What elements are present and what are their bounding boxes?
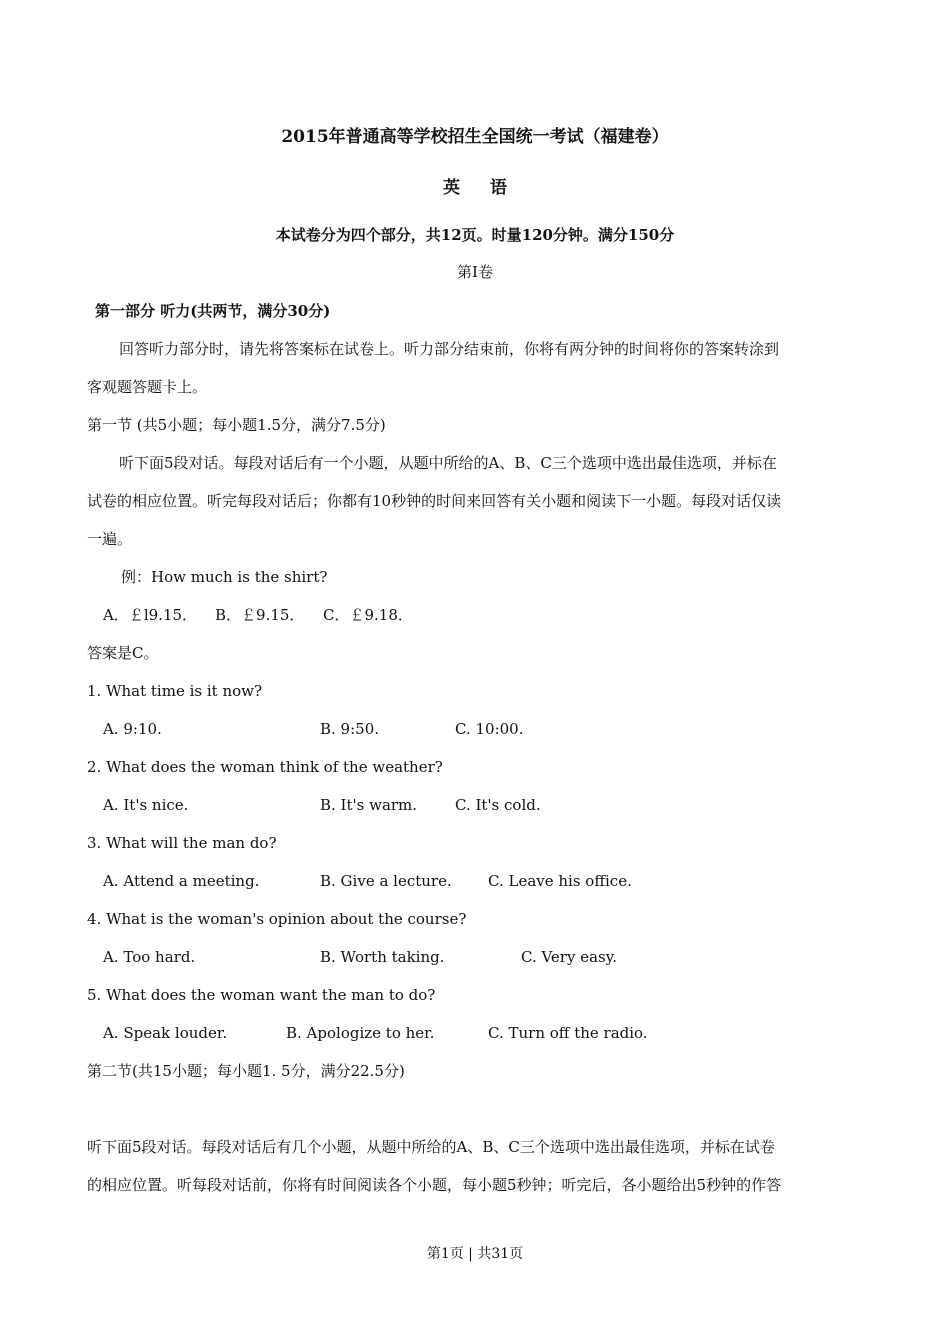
q4-option-c: C. Very easy.	[521, 948, 617, 966]
section1-instr-line3: 一遍。	[87, 530, 133, 548]
example-question: 例：How much is the shirt?	[121, 568, 328, 586]
q4-option-a: A. Too hard.	[103, 948, 196, 966]
q1-option-c: C. 10:00.	[455, 720, 524, 738]
exam-title: 2015年普通高等学校招生全国统一考试（福建卷）	[281, 127, 669, 147]
section2-instr-line1: 听下面5段对话。每段对话后有几个小题，从题中所给的A、B、C三个选项中选出最佳选项，并标在试卷	[87, 1138, 775, 1156]
q1-option-a: A. 9:10.	[103, 720, 162, 738]
q4-option-b: B. Worth taking.	[320, 948, 445, 966]
example-option-c: C．￡9.18．	[323, 606, 413, 624]
section2-heading: 第二节(共15小题；每小题1. 5分，满分22.5分)	[87, 1062, 405, 1080]
volume-label: 第Ⅰ卷	[457, 263, 493, 281]
q5-option-a: A. Speak louder.	[103, 1024, 228, 1042]
section2-instr-line2: 的相应位置。听每段对话前，你将有时间阅读各个小题，每小题5秒钟；听完后，各小题给出5秒钟的作答	[87, 1176, 782, 1194]
question-1: 1. What time is it now?	[87, 682, 263, 700]
section1-instr-line2: 试卷的相应位置。听完每段对话后；你都有10秒钟的时间来回答有关小题和阅读下一小题。每段对话仅读	[87, 492, 782, 510]
question-5: 5. What does the woman want the man to do?	[87, 986, 436, 1004]
question-2: 2. What does the woman think of the weather?	[87, 758, 443, 776]
part1-heading: 第一部分 听力(共两节，满分30分)	[95, 302, 331, 320]
example-option-a: A．￡l9.15．	[103, 606, 198, 624]
question-3: 3. What will the man do?	[87, 834, 277, 852]
q5-option-b: B. Apologize to her.	[286, 1024, 435, 1042]
q3-option-a: A. Attend a meeting.	[103, 872, 260, 890]
subject-title: 英语	[443, 178, 537, 198]
example-option-b: B．￡9.15．	[215, 606, 305, 624]
exam-info: 本试卷分为四个部分，共12页。时量120分钟。满分150分	[275, 226, 675, 244]
q3-option-c: C. Leave his office.	[488, 872, 632, 890]
section1-heading: 第一节 (共5小题；每小题1.5分，满分7.5分)	[87, 416, 386, 434]
q1-option-b: B. 9:50.	[320, 720, 380, 738]
q5-option-c: C. Turn off the radio.	[488, 1024, 648, 1042]
q2-option-b: B. It's warm.	[320, 796, 418, 814]
part1-intro-line1: 回答听力部分时，请先将答案标在试卷上。听力部分结束前，你将有两分钟的时间将你的答案转涂到	[119, 340, 780, 358]
q3-option-b: B. Give a lecture.	[320, 872, 452, 890]
section1-instr-line1: 听下面5段对话。每段对话后有一个小题，从题中所给的A、B、C三个选项中选出最佳选项，并标在	[119, 454, 777, 472]
page-footer: 第1页 | 共31页	[426, 1246, 524, 1262]
question-4: 4. What is the woman's opinion about the course?	[87, 910, 467, 928]
q2-option-c: C. It's cold.	[455, 796, 541, 814]
part1-intro-line2: 客观题答题卡上。	[87, 378, 208, 396]
q2-option-a: A. It's nice.	[103, 796, 189, 814]
example-answer: 答案是C。	[87, 644, 159, 662]
